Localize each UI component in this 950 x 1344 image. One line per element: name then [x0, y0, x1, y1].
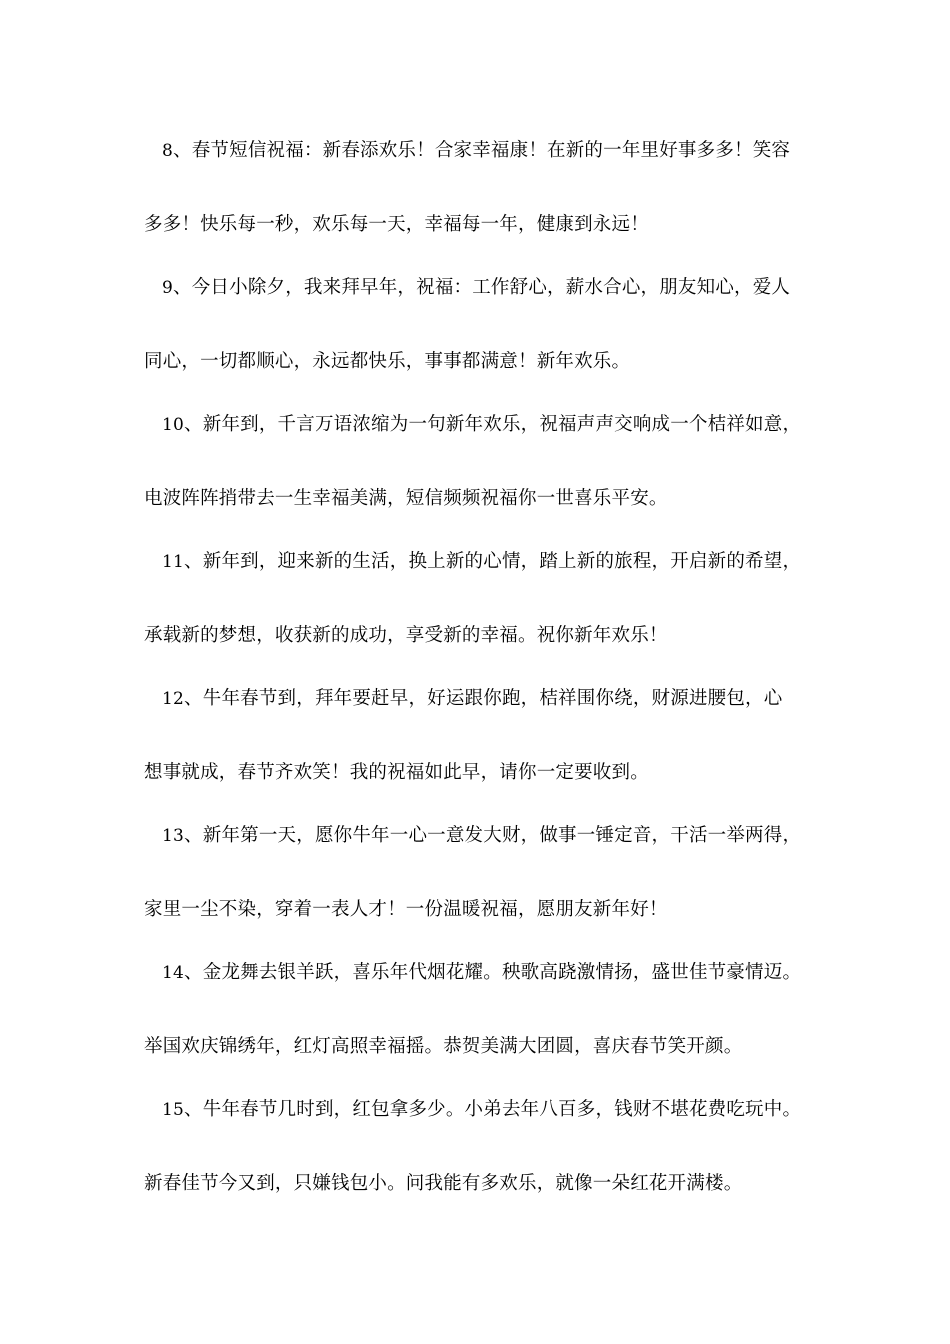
entry-text: 、牛年春节几时到，红包拿多少。小弟去年八百多，钱财不堪花费吃玩中。 — [184, 1099, 802, 1120]
entry-number: 9 — [162, 278, 174, 298]
entry-number: 12 — [162, 689, 185, 709]
entry-second-line: 新春佳节今又到，只嫌钱包小。问我能有多欢乐，就像一朵红花开满楼。 — [144, 1173, 743, 1194]
entry-second-line: 电波阵阵捎带去一生幸福美满，短信频频祝福你一世喜乐平安。 — [144, 488, 668, 509]
entry-second-line: 家里一尘不染，穿着一表人才！一份温暖祝福，愿朋友新年好！ — [144, 899, 668, 920]
entry-text: 、新年到，千言万语浓缩为一句新年欢乐，祝福声声交响成一个桔祥如意， — [184, 414, 802, 435]
entry-second-line: 多多！快乐每一秒，欢乐每一天，幸福每一年，健康到永远！ — [144, 214, 649, 235]
entry-first-line — [162, 1098, 801, 1122]
entry-text: 、春节短信祝福：新春添欢乐！合家幸福康！在新的一年里好事多多！笑容 — [173, 140, 791, 161]
entry-second-line: 承载新的梦想，收获新的成功，享受新的幸福。祝你新年欢乐！ — [144, 625, 668, 646]
entry-second-line: 想事就成，春节齐欢笑！我的祝福如此早，请你一定要收到。 — [144, 762, 649, 783]
entry-first-line — [162, 550, 801, 574]
entry-text: 、新年第一天，愿你牛年一心一意发大财，做事一锤定音，干活一举两得， — [184, 825, 802, 846]
entry-text: 、牛年春节到，拜年要赶早，好运跟你跑，桔祥围你绕，财源进腰包，心 — [184, 688, 783, 709]
entry-number: 11 — [162, 552, 185, 572]
entry-first-line — [162, 139, 790, 163]
entry-second-line: 同心，一切都顺心，永远都快乐，事事都满意！新年欢乐。 — [144, 351, 631, 372]
entry-second-line: 举国欢庆锦绣年，红灯高照幸福摇。恭贺美满大团圆，喜庆春节笑开颜。 — [144, 1036, 743, 1057]
entry-first-line — [162, 276, 790, 300]
entry-first-line — [162, 961, 801, 985]
entry-number: 10 — [162, 415, 185, 435]
entry-text: 、金龙舞去银羊跃，喜乐年代烟花耀。秧歌高跷激情扬，盛世佳节豪情迈。 — [184, 962, 802, 983]
entry-number: 13 — [162, 826, 185, 846]
entry-first-line — [162, 413, 801, 437]
entry-text: 、新年到，迎来新的生活，换上新的心情，踏上新的旅程，开启新的希望， — [184, 551, 802, 572]
entry-first-line — [162, 687, 782, 711]
entry-number: 14 — [162, 963, 185, 983]
entry-text: 、今日小除夕，我来拜早年，祝福：工作舒心，薪水合心，朋友知心，爱人 — [173, 277, 791, 298]
entry-first-line — [162, 824, 801, 848]
entry-number: 8 — [162, 141, 174, 161]
entry-number: 15 — [162, 1100, 185, 1120]
